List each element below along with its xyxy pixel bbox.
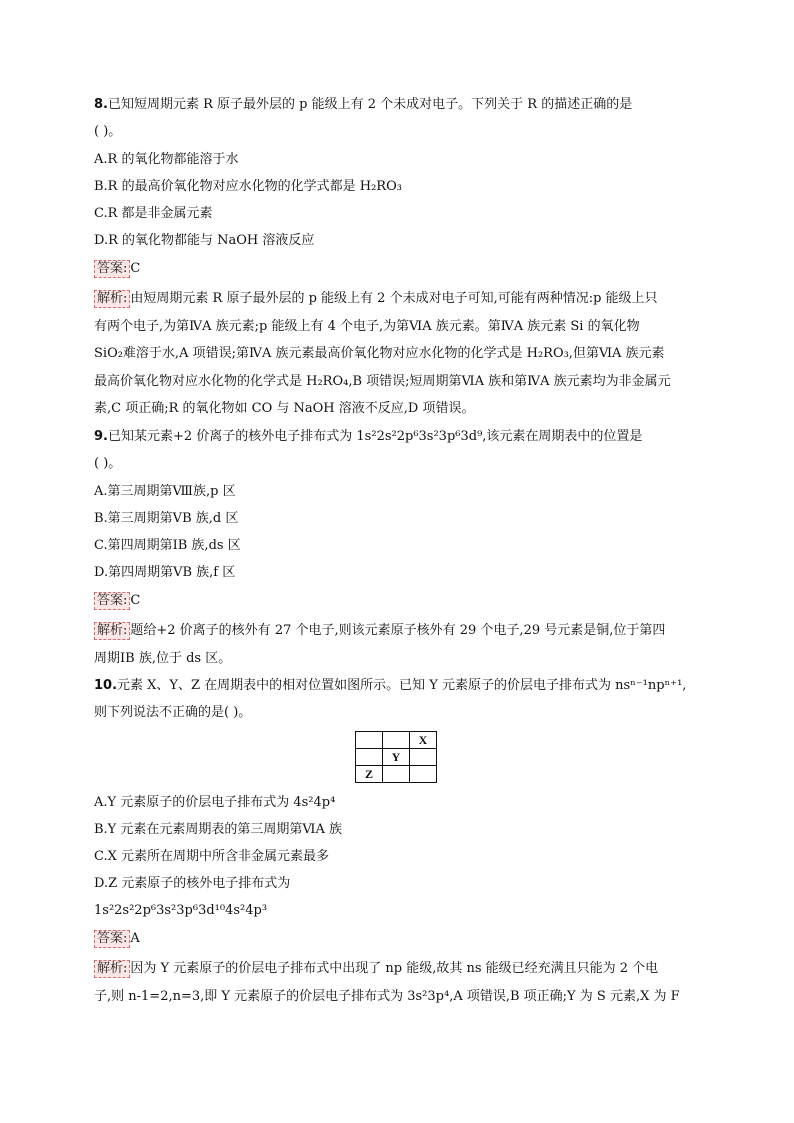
- q10-option-d-continued: 1s²2s²2p⁶3s²3p⁶3d¹⁰4s²4p³: [94, 903, 268, 918]
- q10-stem-text: 元素 X、Y、Z 在周期表中的相对位置如图所示。已知 Y 元素原子的价层电子排布式为 nsⁿ⁻¹npⁿ⁺¹,: [117, 678, 687, 693]
- q10-analysis-text-1: 因为 Y 元素原子的价层电子排布式中出现了 np 能级,故其 ns 能级已经充满且只能为 2 个电: [130, 961, 659, 976]
- q10-option-c: C.X 元素所在周期中所含非金属元素最多: [94, 849, 330, 864]
- q8-answer: [94, 260, 704, 278]
- q8-answer-value: C: [130, 261, 141, 276]
- q8-analysis-line-4: 最高价氧化物对应水化物的化学式是 H₂RO₄,B 项错误;短周期第ⅥA 族和第ⅣA 族元素均为非金属元: [94, 374, 671, 389]
- table-cell: [410, 749, 437, 766]
- table-cell: [356, 749, 383, 766]
- q8-analysis-text-1: 由短周期元素 R 原子最外层的 p 能级上有 2 个未成对电子可知,可能有两种情况:p 能级上只: [130, 291, 658, 306]
- q8-option-d: D.R 的氧化物都能与 NaOH 溶液反应: [94, 233, 315, 248]
- q9-analysis-line-2: 周期ⅠB 族,位于 ds 区。: [94, 651, 232, 666]
- table-cell: [383, 732, 410, 749]
- q8-number: 8.: [94, 97, 108, 112]
- q9-analysis-label: 解析:: [94, 622, 130, 640]
- q9-answer-value: C: [130, 593, 141, 608]
- table-cell: [356, 732, 383, 749]
- q10-analysis-line-2: 子,则 n-1=2,n=3,即 Y 元素原子的价层电子排布式为 3s²3p⁴,A 项错误,B 项正确;Y 为 S 元素,X 为 F: [94, 989, 680, 1004]
- table-cell: Y: [383, 749, 410, 766]
- q8-stem: [94, 96, 704, 114]
- q8-analysis-line-2: 有两个电子,为第ⅣA 族元素;p 能级上有 4 个电子,为第ⅥA 族元素。第ⅣA 族元素 Si 的氧化物: [94, 319, 640, 334]
- q9-answer-label: 答案:: [94, 592, 130, 610]
- table-row: [356, 766, 437, 783]
- q8-answer-label: 答案:: [94, 260, 130, 278]
- table-cell: [383, 766, 410, 783]
- q8-option-b: B.R 的最高价氧化物对应水化物的化学式都是 H₂RO₃: [94, 179, 402, 194]
- q8-option-c: C.R 都是非金属元素: [94, 206, 213, 221]
- q8-option-a: A.R 的氧化物都能溶于水: [94, 152, 239, 167]
- q10-answer: [94, 930, 704, 948]
- table-row: [356, 749, 437, 766]
- q8-blank: ( )。: [94, 124, 122, 139]
- q9-analysis-line-1: [94, 622, 704, 640]
- q9-stem-text: 已知某元素+2 价离子的核外电子排布式为 1s²2s²2p⁶3s²3p⁶3d⁹,该元素在周期表中的位置是: [107, 429, 643, 444]
- q10-stem-line-2: 则下列说法不正确的是( )。: [94, 705, 252, 720]
- q10-analysis-line-1: [94, 960, 704, 978]
- table-cell: [410, 766, 437, 783]
- q9-option-d: D.第四周期第ⅤB 族,f 区: [94, 565, 236, 580]
- q8-analysis-line-3: SiO₂难溶于水,A 项错误;第ⅣA 族元素最高价氧化物对应水化物的化学式是 H₂RO₃,但第ⅥA 族元素: [94, 346, 665, 361]
- q10-number: 10.: [94, 678, 118, 693]
- q10-option-d: D.Z 元素原子的核外电子排布式为: [94, 876, 291, 891]
- q8-analysis-label: 解析:: [94, 290, 130, 308]
- q10-analysis-label: 解析:: [94, 960, 130, 978]
- table-row: [356, 732, 437, 749]
- q10-option-b: B.Y 元素在元素周期表的第三周期第ⅥA 族: [94, 822, 342, 837]
- table-cell: X: [410, 732, 437, 749]
- table-cell: Z: [356, 766, 383, 783]
- q9-option-c: C.第四周期第ⅠB 族,ds 区: [94, 538, 241, 553]
- q8-analysis-line-1: [94, 290, 704, 308]
- q8-stem-text: 已知短周期元素 R 原子最外层的 p 能级上有 2 个未成对电子。下列关于 R 的描述正确的是: [107, 97, 633, 112]
- periodic-position-table: [355, 731, 437, 783]
- q10-answer-label: 答案:: [94, 930, 130, 948]
- q10-stem: [94, 677, 704, 695]
- q9-number: 9.: [94, 429, 108, 444]
- q9-answer: [94, 592, 704, 610]
- q8-analysis-line-5: 素,C 项正确;R 的氧化物如 CO 与 NaOH 溶液不反应,D 项错误。: [94, 401, 475, 416]
- q9-option-a: A.第三周期第Ⅷ族,p 区: [94, 484, 236, 499]
- q10-option-a: A.Y 元素原子的价层电子排布式为 4s²4p⁴: [94, 795, 336, 810]
- q9-stem: [94, 428, 704, 446]
- q9-option-b: B.第三周期第ⅤB 族,d 区: [94, 511, 239, 526]
- q10-answer-value: A: [130, 931, 140, 946]
- q9-analysis-text-1: 题给+2 价离子的核外有 27 个电子,则该元素原子核外有 29 个电子,29 号元素是铜,位于第四: [130, 623, 666, 638]
- q9-blank: ( )。: [94, 456, 122, 471]
